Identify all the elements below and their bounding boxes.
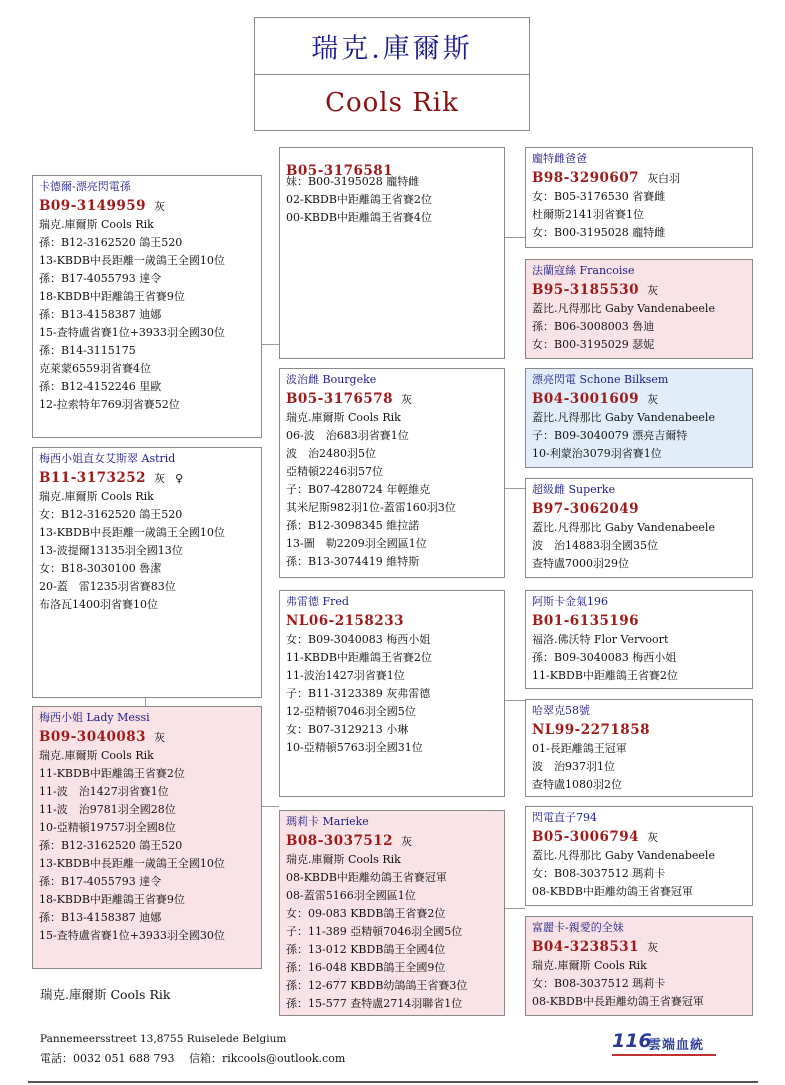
pedigree-line: 18-KBDB中距離鴿王省賽9位 [39, 893, 185, 906]
pedigree-line: 15-查特盧省賽1位+3933羽全國30位 [39, 929, 225, 942]
pedigree-card-ggp1 [525, 147, 753, 248]
pedigree-line: 12-亞精頓7046羽全國5位 [286, 705, 416, 718]
ring-number: B09-3149959 [39, 198, 147, 214]
bird-color: 灰 [154, 472, 166, 485]
pedigree-line: 女：B07-3129213 小琳 [286, 723, 409, 736]
pedigree-line: 孫：13-012 KBDB鴿王全國4位 [286, 943, 446, 956]
bird-name: 漂亮閃電 Schone Bilksem [532, 373, 669, 386]
pedigree-line: 08-KBDB中距離幼鴿王省賽冠軍 [286, 871, 447, 884]
pedigree-line: 孫：B06-3008003 魯迪 [532, 320, 655, 333]
bird-color: 灰 [647, 831, 659, 844]
pedigree-line: 孫：B09-3040083 梅西小姐 [532, 651, 677, 664]
pedigree-line: 08-蓋雷5166羽全國區1位 [286, 889, 416, 902]
pedigree-line: 11-波治1427羽省賽1位 [286, 669, 405, 682]
pedigree-line: 福洛.佛沃特 Flor Vervoort [532, 633, 669, 646]
pedigree-card-ggp6 [525, 699, 753, 797]
pedigree-line: 13-KBDB中長距離一歲鴿王全國10位 [39, 526, 225, 539]
pedigree-line: 10-亞精頓5763羽全國31位 [286, 741, 423, 754]
pedigree-line: 孫：B13-3074419 維特斯 [286, 555, 420, 568]
pedigree-line: 杜爾斯2141羽省賽1位 [532, 208, 644, 221]
ring-number: NL06-2158233 [286, 613, 404, 629]
ring-number: B97-3062049 [532, 501, 640, 517]
header-chinese-name-box [254, 17, 530, 75]
pedigree-line: 孫：B13-4158387 迪娜 [39, 911, 162, 924]
pedigree-line: 亞精頓2246羽57位 [286, 465, 383, 478]
pedigree-line: 蓋比.凡得那比 Gaby Vandenabeele [532, 521, 715, 534]
pedigree-line: 子：B11-3123389 灰弗雷德 [286, 687, 431, 700]
ring-row [532, 936, 746, 957]
ring-number: B05-3176581 [286, 163, 394, 179]
female-symbol: ♀ [175, 472, 184, 485]
ring-row [532, 498, 746, 519]
pedigree-line: 瑞克.庫爾斯 Cools Rik [39, 218, 154, 231]
pedigree-line: 克萊蒙6559羽省賽4位 [39, 362, 151, 375]
pedigree-line: 女：B05-3176530 省賽雌 [532, 190, 666, 203]
bird-color: 灰 [154, 731, 166, 744]
ring-row [39, 195, 255, 216]
pedigree-line: 女：B00-3195029 瑟妮 [532, 338, 655, 351]
ring-row [532, 610, 746, 631]
ring-row [39, 467, 255, 488]
pedigree-line: 孫：12-677 KBDB幼鴿鴿王省賽3位 [286, 979, 468, 992]
ring-number: B95-3185530 [532, 282, 640, 298]
pedigree-line: 瑞克.庫爾斯 Cools Rik [286, 853, 401, 866]
pedigree-line: 孫：B14-3115175 [39, 344, 136, 357]
pedigree-card-ggp7 [525, 806, 753, 906]
bird-name: 阿斯卡金氣196 [532, 595, 608, 608]
ring-row [286, 388, 498, 409]
pedigree-line: 女：09-083 KBDB鴿王省賽2位 [286, 907, 446, 920]
bird-color: 灰 [401, 835, 413, 848]
ring-row [286, 830, 498, 851]
pedigree-line: 20-蓋 雷1235羽省賽83位 [39, 580, 176, 593]
pedigree-line: 蓋比.凡得那比 Gaby Vandenabeele [532, 849, 715, 862]
pedigree-line: 08-KBDB中距離幼鴿王省賽冠軍 [532, 885, 693, 898]
pedigree-card-sire [32, 175, 262, 438]
pedigree-line: 孫：B12-3162520 鴿王520 [39, 236, 183, 249]
footer-contact: 電話：0032 051 688 793 信箱：rikcools@outlook.com [40, 1052, 346, 1065]
pedigree-line: 孫：B13-4158387 迪娜 [39, 308, 162, 321]
bird-name: 弗雷德 Fred [286, 595, 349, 608]
pedigree-line: 布洛瓦1400羽省賽10位 [39, 598, 158, 611]
bird-color: 灰 [647, 393, 659, 406]
bird-color: 灰 [647, 284, 659, 297]
pedigree-line: 15-查特盧省賽1位+3933羽全國30位 [39, 326, 225, 339]
bird-name: 法蘭寇絲 Francoise [532, 264, 635, 277]
pedigree-line: 子：B07-4280724 年輕維克 [286, 483, 431, 496]
ring-row [286, 610, 498, 631]
pedigree-line: 瑞克.庫爾斯 Cools Rik [286, 411, 401, 424]
ring-row [532, 826, 746, 847]
pedigree-line: 11-KBDB中距離鴿王省賽2位 [532, 669, 678, 682]
pedigree-line: 01-長距離鴿王冠軍 [532, 742, 627, 755]
pedigree-line: 12-拉索特年769羽省賽52位 [39, 398, 180, 411]
pedigree-line: 13-KBDB中長距離一歲鴿王全國10位 [39, 857, 225, 870]
pedigree-line: 02-KBDB中距離鴿王省賽2位 [286, 193, 432, 206]
pedigree-line: 查特盧7000羽29位 [532, 557, 629, 570]
pedigree-card-ggp3 [525, 368, 753, 468]
pedigree-line: 10-亞精頓19757羽全國8位 [39, 821, 176, 834]
connector-line [504, 488, 525, 489]
pedigree-card-gp3 [279, 590, 505, 797]
ring-number: B11-3173252 [39, 470, 147, 486]
ring-number: B04-3238531 [532, 939, 640, 955]
ring-number: B01-6135196 [532, 613, 640, 629]
ring-row [532, 719, 746, 740]
ring-row [532, 388, 746, 409]
pedigree-line: 孫：B17-4055793 達令 [39, 272, 162, 285]
pedigree-card-dam-lady-messi [32, 706, 262, 969]
pedigree-line: 查特盧1080羽2位 [532, 778, 622, 791]
pedigree-card-gp1 [279, 147, 505, 359]
pedigree-line: 女：B09-3040083 梅西小姐 [286, 633, 431, 646]
ring-number: B04-3001609 [532, 391, 640, 407]
pedigree-line: 孫：B12-3162520 鴿王520 [39, 839, 183, 852]
header-english-name-box [254, 74, 530, 131]
pedigree-line: 其米尼斯982羽1位-蓋雷160羽3位 [286, 501, 456, 514]
pedigree-line: 06-波 治683羽省賽1位 [286, 429, 409, 442]
pedigree-card-gp2 [279, 368, 505, 578]
pedigree-line: 女：B08-3037512 瑪莉卡 [532, 867, 666, 880]
bird-color: 灰 [647, 941, 659, 954]
pedigree-line: 女：B12-3162520 鴿王520 [39, 508, 183, 521]
ring-number: B08-3037512 [286, 833, 394, 849]
footer-owner-name: 瑞克.庫爾斯 Cools Rik [40, 987, 171, 1002]
bird-name: 龐特雌爸爸 [532, 152, 587, 165]
pedigree-line: 女：B00-3195028 龐特雌 [532, 226, 666, 239]
ring-row [286, 151, 498, 179]
ring-number: B09-3040083 [39, 729, 147, 745]
pedigree-line: 11-KBDB中距離鴿王省賽2位 [286, 651, 432, 664]
pedigree-line: 08-KBDB中長距離幼鴿王省賽冠軍 [532, 995, 704, 1008]
logo-text: 雲端血統 [648, 1038, 705, 1053]
ring-number: B05-3176578 [286, 391, 394, 407]
pedigree-line: 女：B08-3037512 瑪莉卡 [532, 977, 666, 990]
connector-line [145, 697, 146, 706]
pedigree-line: 孫：15-577 查特盧2714羽聯省1位 [286, 997, 463, 1010]
pedigree-card-dam [32, 447, 262, 698]
ring-row [39, 726, 255, 747]
bird-name: 波治雌 Bourgeke [286, 373, 377, 386]
header-english-name: Cools Rik [325, 87, 459, 118]
connector-line [504, 700, 525, 701]
pedigree-line: 孫：B17-4055793 達令 [39, 875, 162, 888]
pedigree-line: 13-KBDB中長距離一歲鴿王全國10位 [39, 254, 225, 267]
pedigree-card-gp4 [279, 810, 505, 1016]
bird-color: 灰 [401, 393, 413, 406]
pedigree-line: 子：11-389 亞精頓7046羽全國5位 [286, 925, 463, 938]
ring-row [532, 167, 746, 188]
pedigree-line: 13-圖 勒2209羽全國區1位 [286, 537, 427, 550]
pedigree-line: 蓋比.凡得那比 Gaby Vandenabeele [532, 302, 715, 315]
pedigree-line: 蓋比.凡得那比 Gaby Vandenabeele [532, 411, 715, 424]
pedigree-line: 孫：16-048 KBDB鴿王全國9位 [286, 961, 446, 974]
logo-number: 116 [612, 1030, 652, 1052]
ring-row [532, 279, 746, 300]
bottom-divider [28, 1081, 758, 1083]
pedigree-card-ggp5 [525, 590, 753, 689]
bird-color: 灰白羽 [647, 172, 681, 185]
pedigree-line: 11-KBDB中距離鴿王省賽2位 [39, 767, 185, 780]
header-chinese-name: 瑞克.庫爾斯 [311, 33, 473, 65]
footer-address: Pannemeersstreet 13,8755 Ruiselede Belgium [40, 1033, 287, 1045]
brand-logo [612, 1030, 722, 1058]
pedigree-line: 波 治937羽1位 [532, 760, 615, 773]
bird-name: 卡德爾-漂亮閃電孫 [39, 180, 131, 193]
pedigree-card-ggp2 [525, 259, 753, 359]
connector-line [504, 237, 525, 238]
pedigree-line: 11-波 治9781羽全國28位 [39, 803, 176, 816]
pedigree-line: 孫：B12-4152246 里歐 [39, 380, 162, 393]
pedigree-line: 瑞克.庫爾斯 Cools Rik [532, 959, 647, 972]
pedigree-line: 瑞克.庫爾斯 Cools Rik [39, 749, 154, 762]
pedigree-card-ggp4 [525, 478, 753, 578]
pedigree-line: 子：B09-3040079 漂亮吉爾特 [532, 429, 688, 442]
bird-color: 灰 [154, 200, 166, 213]
pedigree-line: 18-KBDB中距離鴿王省賽9位 [39, 290, 185, 303]
pedigree-card-ggp8 [525, 916, 753, 1016]
pedigree-line: 00-KBDB中距離鴿王省賽4位 [286, 211, 432, 224]
ring-number: B98-3290607 [532, 170, 640, 186]
pedigree-line: 波 治2480羽5位 [286, 447, 376, 460]
pedigree-line: 孫：B12-3098345 維拉諾 [286, 519, 420, 532]
ring-number: B05-3006794 [532, 829, 640, 845]
ring-number: NL99-2271858 [532, 722, 650, 738]
pedigree-line: 波 治14883羽全國35位 [532, 539, 658, 552]
bird-name: 閃電直子794 [532, 811, 597, 824]
pedigree-line: 女：B18-3030100 魯潔 [39, 562, 162, 575]
pedigree-line: 13-波提爾13135羽全國13位 [39, 544, 183, 557]
bird-name: 哈翠克58號 [532, 704, 590, 717]
pedigree-line: 妹：B00-3195028 龐特雌 [286, 175, 420, 188]
bird-name: 超級雌 Superke [532, 483, 616, 496]
bird-name: 富麗卡-親愛的全妹 [532, 921, 624, 934]
connector-line [504, 908, 525, 909]
connector-line [262, 806, 279, 807]
logo-underline [612, 1054, 716, 1056]
pedigree-line: 11-波 治1427羽省賽1位 [39, 785, 169, 798]
pedigree-line: 瑞克.庫爾斯 Cools Rik [39, 490, 154, 503]
bird-name: 瑪莉卡 Marieke [286, 815, 369, 828]
pedigree-line: 10-利蒙治3079羽省賽1位 [532, 447, 662, 460]
bird-name: 梅西小姐直女艾斯翠 Astrid [39, 452, 176, 465]
bird-name: 梅西小姐 Lady Messi [39, 711, 150, 724]
